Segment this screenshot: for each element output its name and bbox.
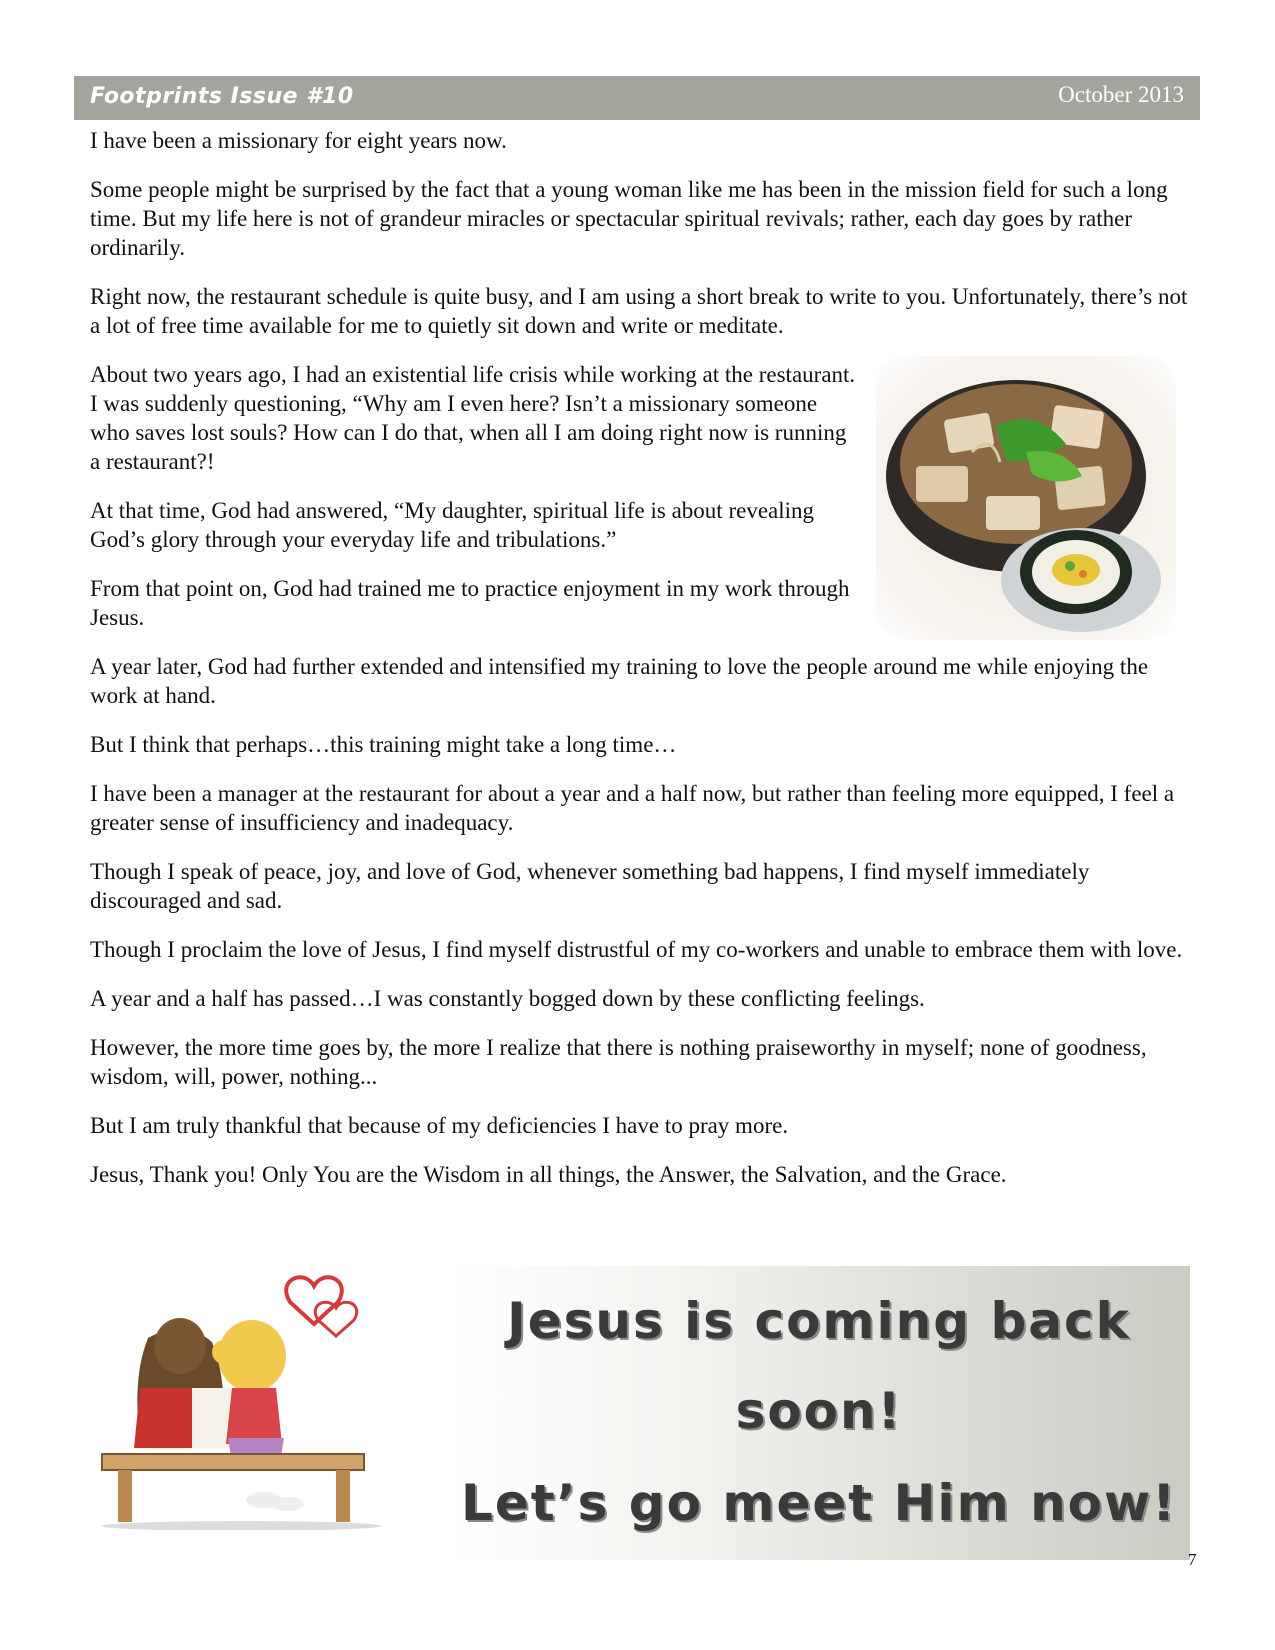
paragraph: From that point on, God had trained me to practice enjoyment in my work through Jesus. [90,576,850,630]
article-body [90,126,1200,1209]
closing-banner [448,1266,1190,1560]
banner-line-3: Let’s go meet Him now! [460,1474,1178,1532]
paragraph: I have been a missionary for eight years now. [90,128,507,153]
paragraph: Though I speak of peace, joy, and love of God, whenever something bad happens, I find myself immediately discouraged and sad. [90,859,1090,913]
banner-line-1: Jesus is coming back [507,1292,1131,1350]
page-number: 7 [1188,1550,1197,1569]
paragraph: Right now, the restaurant schedule is quite busy, and I am using a short break to write to you. Unfortunately, there’s not a lot of free time available for me to quietly sit down and write or meditate. [90,284,1188,338]
jesus-and-child-illustration [92,1268,392,1530]
newsletter-header [74,76,1200,120]
banner-line-2: soon! [735,1382,903,1440]
food-photo [876,356,1176,640]
paragraph: Jesus, Thank you! Only You are the Wisdom in all things, the Answer, the Salvation, and the Grace. [90,1162,1007,1187]
paragraph: Though I proclaim the love of Jesus, I find myself distrustful of my co-workers and unable to embrace them with love. [90,937,1183,962]
issue-date: October 2013 [1058,82,1184,107]
paragraph: But I think that perhaps…this training might take a long time… [90,732,677,757]
issue-title: Footprints Issue #10 [90,84,354,109]
paragraph: A year later, God had further extended and intensified my training to love the people around me while enjoying the work at hand. [90,654,1149,708]
paragraph: At that time, God had answered, “My daughter, spiritual life is about revealing God’s glory through your everyday life and tribulations.” [90,498,815,552]
paragraph: Some people might be surprised by the fact that a young woman like me has been in the mission field for such a long time. But my life here is not of grandeur miracles or spectacular spiritual revivals; rather, each day goes by rather ordinarily. [90,177,1168,260]
paragraph: But I am truly thankful that because of my deficiencies I have to pray more. [90,1113,789,1138]
paragraph: I have been a manager at the restaurant for about a year and a half now, but rather than feeling more equipped, I feel a greater sense of insufficiency and inadequacy. [90,781,1175,835]
paragraph: However, the more time goes by, the more I realize that there is nothing praiseworthy in myself; none of goodness, wisdom, will, power, nothing... [90,1035,1147,1089]
paragraph: About two years ago, I had an existential life crisis while working at the restaurant. I was suddenly questioning, “Why am I even here? Isn’t a missionary someone who saves lost souls? How can I do that, when all I am doing right now is running a restaurant?! [90,362,856,474]
food-illustration [876,356,1176,640]
paragraph: A year and a half has passed…I was constantly bogged down by these conflicting feelings. [90,986,925,1011]
bench-scene [92,1268,392,1530]
